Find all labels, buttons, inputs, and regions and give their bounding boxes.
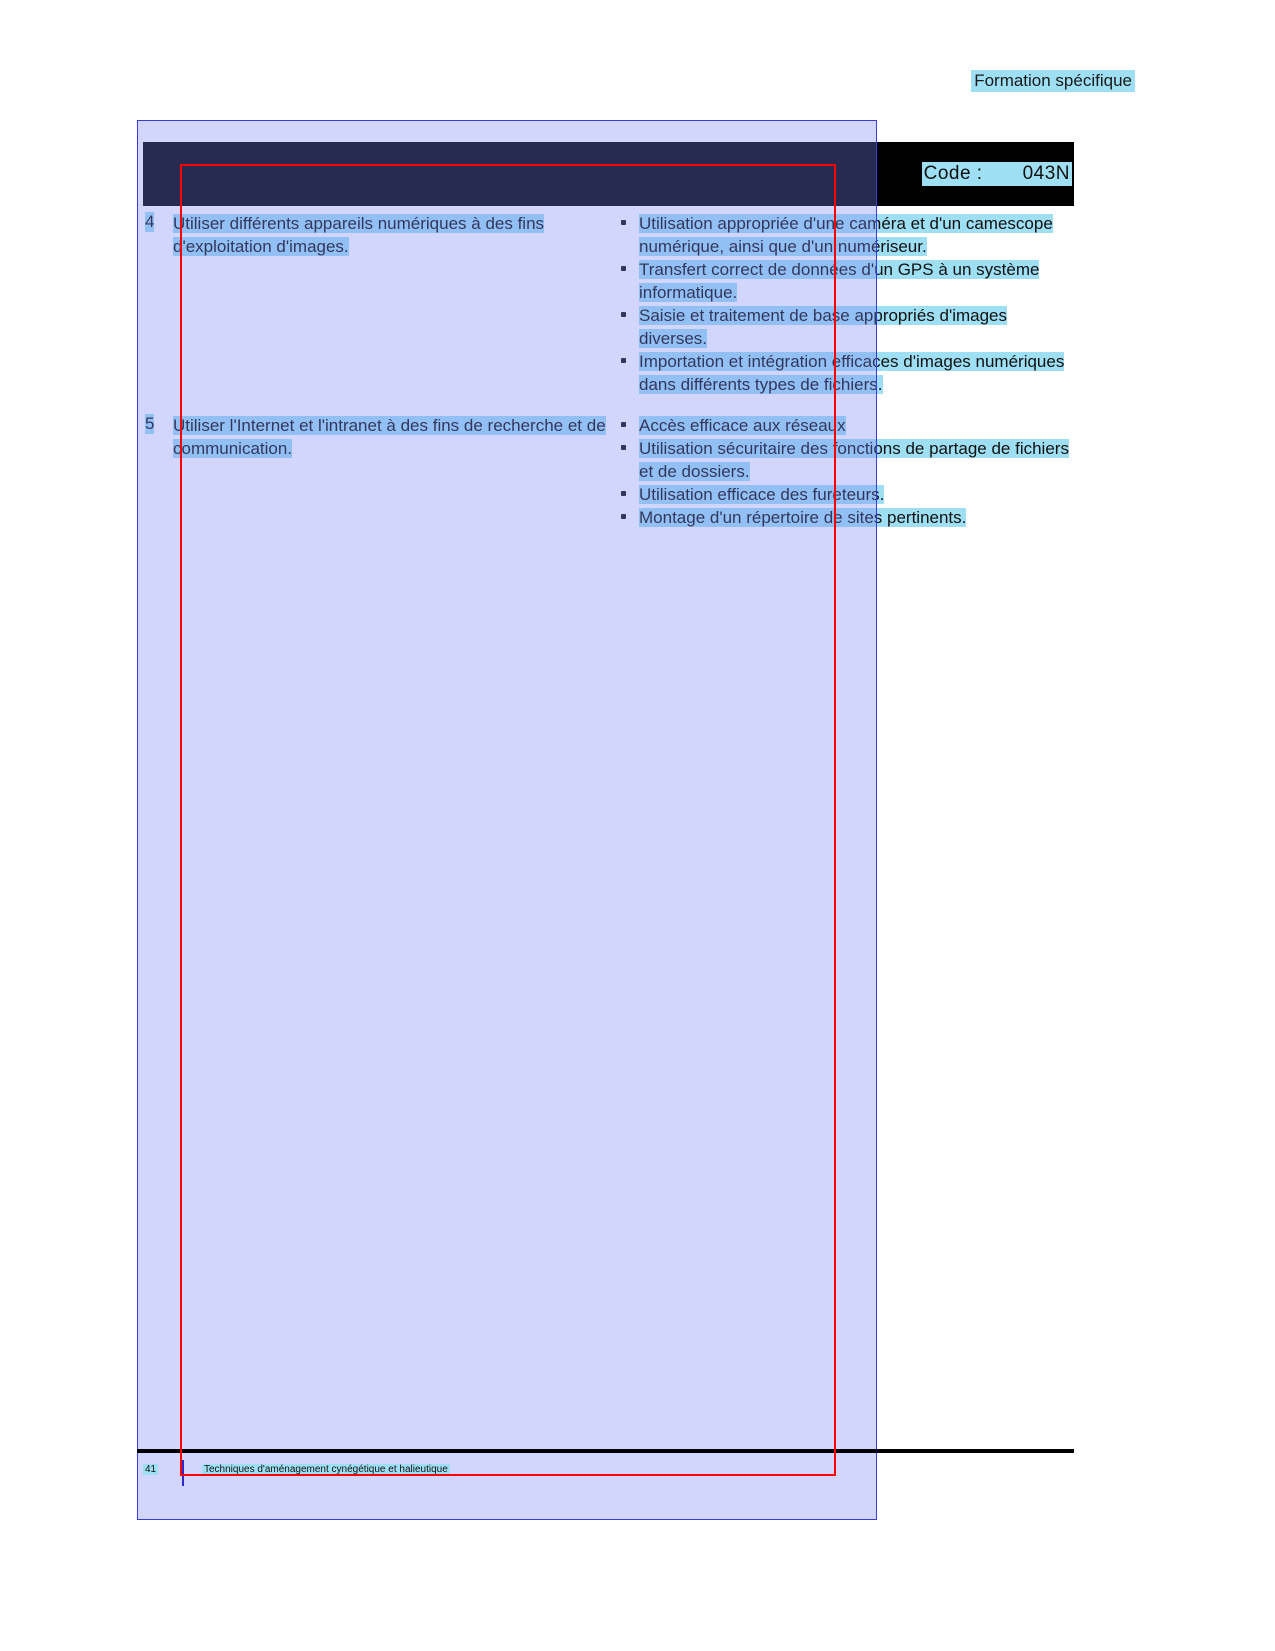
- objectives-table: [143, 212, 1074, 547]
- banner-inner: [143, 142, 1074, 206]
- objective-text: Utiliser l'Internet et l'intranet à des fins de recherche et de communication.: [173, 416, 606, 458]
- list-item: Importation et intégration efficaces d'images numériques dans différents types de fichiers.: [613, 350, 1074, 396]
- list-item: Montage d'un répertoire de sites pertinents.: [613, 506, 1074, 529]
- objective-number: 5: [145, 414, 155, 433]
- title-banner: [143, 142, 1074, 206]
- bullet-icon: [621, 422, 626, 427]
- page-number: 41: [145, 1464, 157, 1475]
- list-item: Accès efficace aux réseaux: [613, 414, 1074, 437]
- bullet-icon: [621, 491, 626, 496]
- criteria-cell: [613, 414, 1074, 529]
- table-row: [143, 212, 1074, 396]
- list-item: Utilisation sécuritaire des fonctions de partage de fichiers et de dossiers.: [613, 437, 1074, 483]
- bullet-icon: [621, 220, 626, 225]
- header-label: Formation spécifique: [971, 70, 1135, 92]
- bullet-icon: [621, 358, 626, 363]
- bullet-icon: [621, 312, 626, 317]
- footer-divider: [137, 1449, 1074, 1453]
- text-caret: [182, 1460, 184, 1486]
- list-item: Saisie et traitement de base appropriés d'images diverses.: [613, 304, 1074, 350]
- objective-cell: [143, 414, 613, 529]
- footer-text: Techniques d'aménagement cynégétique et halieutique: [204, 1464, 448, 1475]
- code-value: 043N: [1022, 163, 1070, 184]
- objective-cell: [143, 212, 613, 396]
- code-field: [922, 162, 1072, 186]
- criteria-cell: [613, 212, 1074, 396]
- bullet-icon: [621, 514, 626, 519]
- criteria-list: [613, 414, 1074, 529]
- code-label: Code :: [923, 163, 983, 184]
- objective-number: 4: [145, 212, 155, 231]
- list-item: Transfert correct de données d'un GPS à un système informatique.: [613, 258, 1074, 304]
- table-row: [143, 414, 1074, 529]
- list-item: Utilisation efficace des fureteurs.: [613, 483, 1074, 506]
- page-footer: [140, 1464, 840, 1480]
- bullet-icon: [621, 266, 626, 271]
- criteria-list: [613, 212, 1074, 396]
- list-item: Utilisation appropriée d'une caméra et d'un camescope numérique, ainsi que d'un numériseur.: [613, 212, 1074, 258]
- bullet-icon: [621, 445, 626, 450]
- objective-text: Utiliser différents appareils numériques à des fins d'exploitation d'images.: [173, 214, 545, 256]
